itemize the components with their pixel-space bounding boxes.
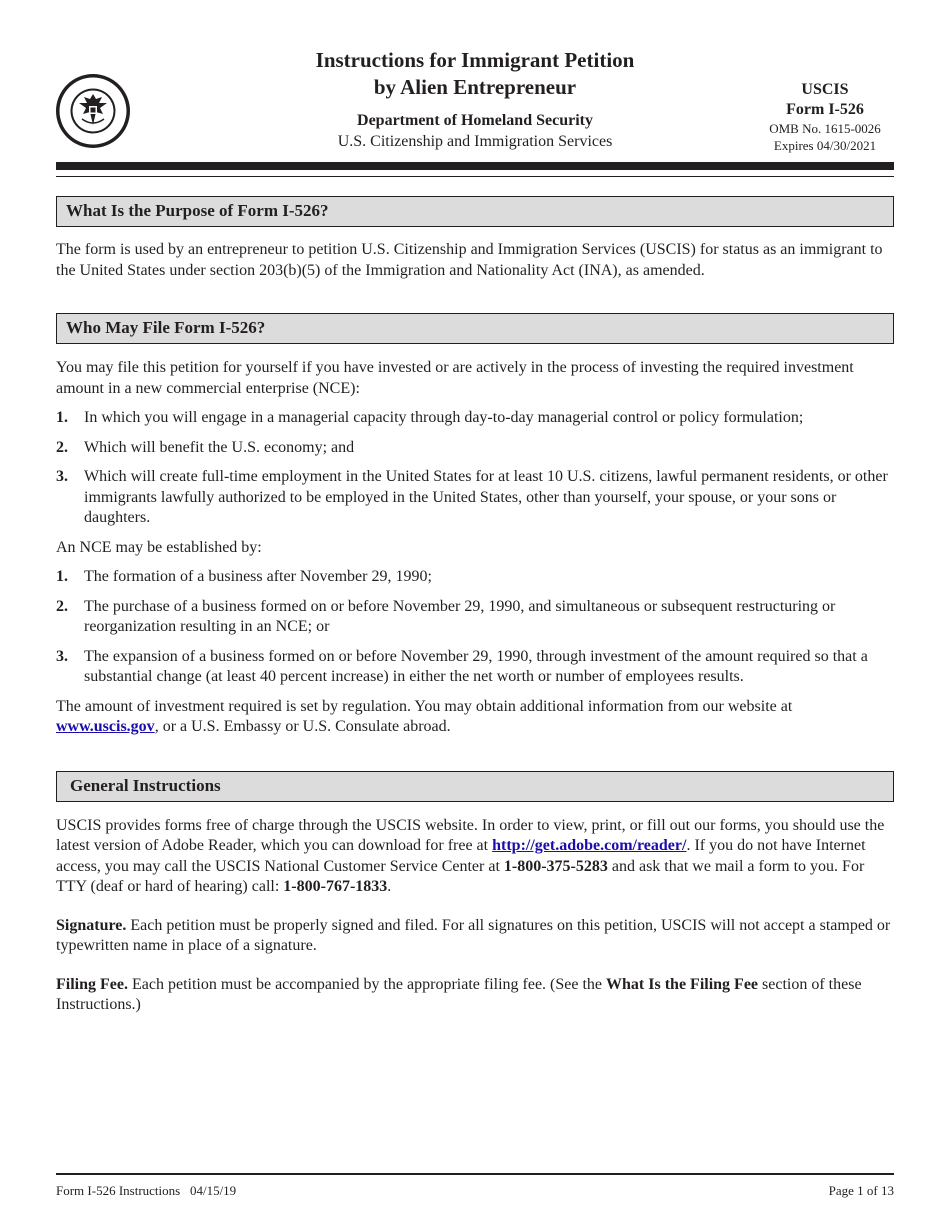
signature-paragraph [56, 916, 894, 957]
forms-info-paragraph [56, 816, 894, 898]
forms-info-text-1: USCIS provides forms free of charge through the USCIS website. In order to view, print, or fill out our forms, you should use the latest version of Adobe Reader, which you can download for free at [56, 816, 885, 854]
document-title-block [270, 47, 680, 153]
tty-phone: 1-800-767-1833 [283, 878, 388, 895]
header-rule-thick [56, 162, 894, 170]
signature-text: Each petition must be properly signed and filed. For all signatures on this petition, USCIS will not accept a stamped or typewritten name in place of a signature. [56, 916, 891, 954]
filing-fee-reference: What Is the Filing Fee [606, 975, 759, 993]
document-title-line-2: by Alien Entrepreneur [373, 75, 577, 99]
subagency-name: U.S. Citizenship and Immigration Services [337, 133, 613, 150]
forms-info-text-end: . [387, 878, 392, 895]
filing-fee-paragraph [56, 975, 894, 1016]
list-item-number: 1. [56, 409, 68, 426]
form-number: Form I-526 [786, 101, 864, 118]
section-heading-purpose: What Is the Purpose of Form I-526? [56, 196, 894, 227]
list-item-number: 3. [56, 468, 68, 485]
form-agency: USCIS [801, 81, 849, 98]
adobe-reader-link[interactable]: http://get.adobe.com/reader/ [492, 837, 687, 854]
section-heading-general-instructions: General Instructions [56, 771, 894, 802]
purpose-paragraph: The form is used by an entrepreneur to petition U.S. Citizenship and Immigration Services (USCIS) for status as an immigrant to the United States under section 203(b)(5) of the Immigration and Nationality Act (INA), as amended. [56, 241, 883, 279]
list-item [56, 647, 894, 688]
list-item-text: Which will benefit the U.S. economy; and [84, 438, 355, 456]
list-item-text: In which you will engage in a managerial capacity through day-to-day managerial control or policy formulation; [84, 409, 804, 426]
footer-form-info: Form I-526 Instructions 04/15/19 [56, 1183, 237, 1198]
list-item [56, 567, 894, 588]
list-item-text: The purchase of a business formed on or before November 29, 1990, and simultaneous or subsequent restructuring or reorganization resulting in an NCE; or [84, 597, 836, 635]
header-rule-thin [56, 176, 894, 177]
list-item-number: 2. [56, 438, 68, 456]
omb-number: OMB No. 1615-0026 [769, 121, 881, 136]
investment-info-text-end: , or a U.S. Embassy or U.S. Consulate abroad. [154, 718, 451, 735]
agency-name: Department of Homeland Security [357, 112, 593, 129]
list-item-text: The expansion of a business formed on or before November 29, 1990, through investment of the amount required so that a substantial change (at least 40 percent increase) in either the net worth or number of employees results. [84, 647, 868, 685]
nce-intro: An NCE may be established by: [56, 538, 262, 556]
list-item [56, 597, 894, 638]
signature-label: Signature. [56, 916, 127, 934]
page-number: Page 1 of 13 [828, 1183, 894, 1198]
forms-info-text-2: . If you do not have Internet access, you may call the USCIS National Customer Service Center at [56, 837, 866, 875]
list-item-number: 3. [56, 647, 68, 665]
list-item-text: Which will create full-time employment in the United States for at least 10 U.S. citizens, lawful permanent residents, or other immigrants lawfully authorized to be employed in the United States, other than yourself, your spouse, or your sons or daughters. [84, 468, 888, 526]
list-item-number: 2. [56, 597, 68, 615]
expiration-date: Expires 04/30/2021 [773, 138, 877, 153]
list-item-text: The formation of a business after November 29, 1990; [84, 568, 432, 585]
filing-fee-label: Filing Fee. [56, 975, 128, 993]
list-item [56, 467, 894, 529]
uscis-website-link[interactable]: www.uscis.gov [56, 718, 155, 735]
list-item [56, 438, 894, 459]
dhs-seal-icon [55, 73, 131, 149]
footer-rule [56, 1173, 894, 1175]
list-item-number: 1. [56, 568, 68, 585]
section-heading-who-may-file: Who May File Form I-526? [56, 313, 894, 344]
customer-service-phone: 1-800-375-5283 [503, 857, 608, 875]
forms-info-text-3: and ask that we mail a form to you. For TTY (deaf or hard of hearing) call: [56, 857, 865, 895]
main-content [56, 196, 894, 1016]
filing-fee-text-end: section of these Instructions.) [56, 975, 862, 1013]
investment-info-text: The amount of investment required is set by regulation. You may obtain additional information from our website at [56, 697, 793, 715]
page-header [0, 0, 950, 160]
who-may-file-intro: You may file this petition for yourself if you have invested or are actively in the process of investing the required investment amount in a new commercial enterprise (NCE): [56, 359, 854, 397]
list-item [56, 408, 894, 429]
document-title-line-1: Instructions for Immigrant Petition [315, 48, 635, 72]
filing-fee-text: Each petition must be accompanied by the appropriate filing fee. (See the [127, 975, 607, 993]
form-id-block [760, 80, 890, 154]
investment-info-paragraph [56, 697, 894, 738]
